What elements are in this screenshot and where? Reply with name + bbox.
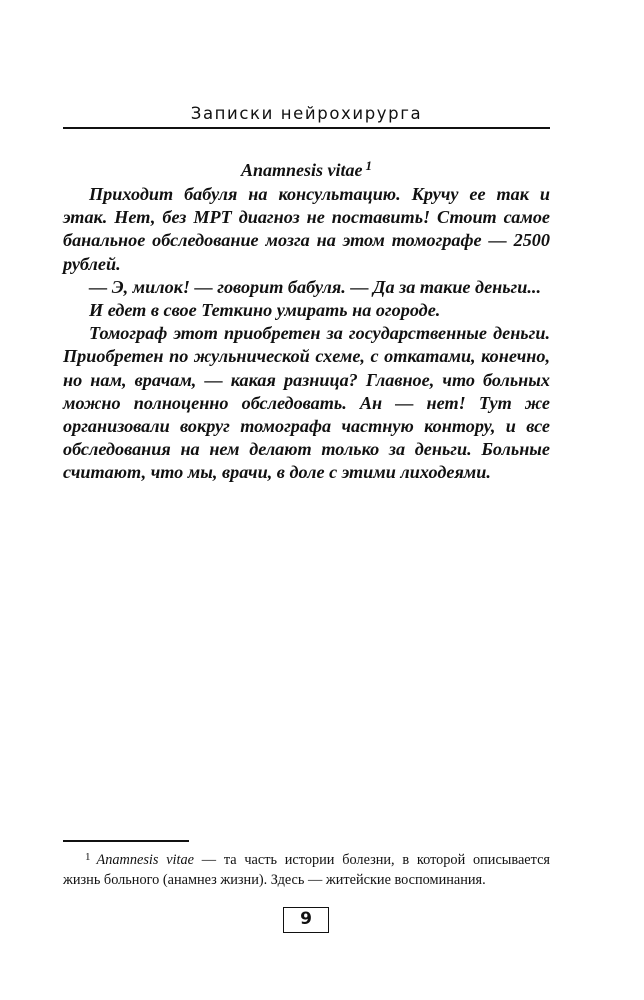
footnote-marker: 1: [85, 851, 91, 863]
running-head: Записки нейрохирурга: [190, 104, 423, 123]
body-text: [63, 183, 550, 485]
footnote-reference: 1: [365, 158, 372, 173]
footnote-term: Anamnesis vitae: [96, 852, 194, 868]
paragraph: Томограф этот приобретен за государственные деньги. Приобретен по жульнической схеме, с откатами, конечно, но нам, врачам, — какая разница? Главное, что больных можно полноценно обследовать. Ан — нет! Тут же организовали вокруг томографа частную контору, и все обследования на нем делают только за деньги. Больные считают, что мы, врачи, в доле с этими лиходеями.: [63, 323, 550, 483]
chapter-title-text: Anamnesis vitae: [240, 160, 363, 180]
footnote-rule: [63, 840, 189, 842]
paragraph: Приходит бабуля на консультацию. Кручу ее так и этак. Нет, без МРТ диагноз не поставить! Стоит самое банальное обследование мозга на этом томографе — 2500 рублей.: [63, 184, 550, 274]
chapter-title: [63, 155, 550, 181]
footnote-text: — та часть истории болезни, в которой описывается жизнь больного (анамнез жизни). Здесь — житейские воспоминания.: [63, 852, 550, 888]
paragraph: — Э, милок! — говорит бабуля. — Да за такие деньги...: [89, 276, 542, 297]
footnote: [63, 848, 550, 890]
header-rule: [63, 127, 550, 129]
page-number: 9: [283, 907, 329, 933]
paragraph: И едет в свое Теткино умирать на огороде.: [89, 300, 441, 321]
